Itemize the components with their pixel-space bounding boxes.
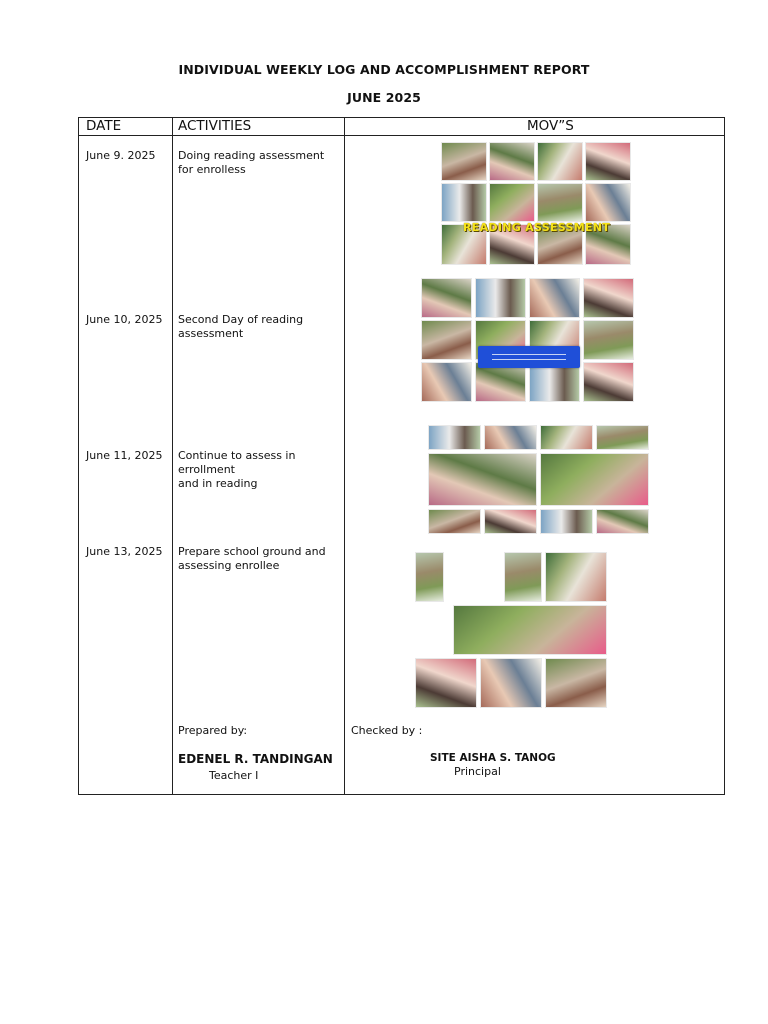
prepared-by-name: EDENEL R. TANDINGAN (178, 752, 333, 766)
mov-photo (484, 425, 537, 450)
mov-photo (596, 509, 649, 534)
mov-photo (421, 362, 472, 402)
column-divider-date (172, 118, 173, 794)
mov-photo (529, 362, 580, 402)
mov-photo (421, 320, 472, 360)
mov-photo (545, 658, 607, 708)
column-divider-activities (344, 118, 345, 794)
checked-by-name: SITE AISHA S. TANOG (430, 752, 556, 764)
mov-photo (441, 142, 487, 181)
header-activities: ACTIVITIES (178, 118, 252, 134)
report-title: INDIVIDUAL WEEKLY LOG AND ACCOMPLISHMENT REPORT (178, 62, 590, 77)
mov-photo (484, 509, 537, 534)
mov-photo (480, 658, 542, 708)
row-4-activity: Prepare school ground and assessing enrollee (178, 545, 326, 572)
checked-by-role: Principal (454, 765, 501, 778)
mov-photo (415, 552, 444, 602)
mov-photo (489, 183, 535, 222)
mov-photo (453, 605, 607, 655)
mov-photo (596, 425, 649, 450)
mov-photo (585, 142, 631, 181)
mov-photo (415, 658, 477, 708)
mov-caption-banner (478, 346, 580, 368)
row-4-date: June 13, 2025 (86, 545, 163, 558)
mov-photo (537, 142, 583, 181)
mov-photo (428, 509, 481, 534)
checked-by-label: Checked by : (351, 724, 423, 737)
mov-photo (428, 425, 481, 450)
mov-photo (504, 552, 542, 602)
mov-photo (441, 183, 487, 222)
mov-photo (475, 278, 526, 318)
row-1-activity: Doing reading assessment for enrolless (178, 149, 325, 176)
mov-photo (585, 183, 631, 222)
mov-photo (428, 453, 537, 506)
row-2-activity: Second Day of reading assessment (178, 313, 304, 340)
mov-photo (537, 183, 583, 222)
row-1-date: June 9. 2025 (86, 149, 156, 162)
mov-photo (540, 425, 593, 450)
row-3-activity: Continue to assess in errollment and in reading (178, 449, 296, 490)
mov-photo (475, 362, 526, 402)
mov-photo (529, 278, 580, 318)
mov-photo (583, 362, 634, 402)
header-divider (79, 135, 724, 136)
header-date: DATE (86, 118, 122, 134)
header-movs: MOV”S (527, 118, 574, 134)
mov-photo (540, 453, 649, 506)
mov-photo (545, 552, 607, 602)
prepared-by-role: Teacher I (209, 769, 259, 782)
row-3-date: June 11, 2025 (86, 449, 163, 462)
mov-photo (421, 278, 472, 318)
report-month: JUNE 2025 (347, 90, 421, 105)
mov-photo (583, 320, 634, 360)
mov-photo (540, 509, 593, 534)
mov-banner-text: READING ASSESSMENT (463, 221, 611, 234)
row-2-date: June 10, 2025 (86, 313, 163, 326)
mov-photo (489, 142, 535, 181)
prepared-by-label: Prepared by: (178, 724, 248, 737)
mov-photo (583, 278, 634, 318)
